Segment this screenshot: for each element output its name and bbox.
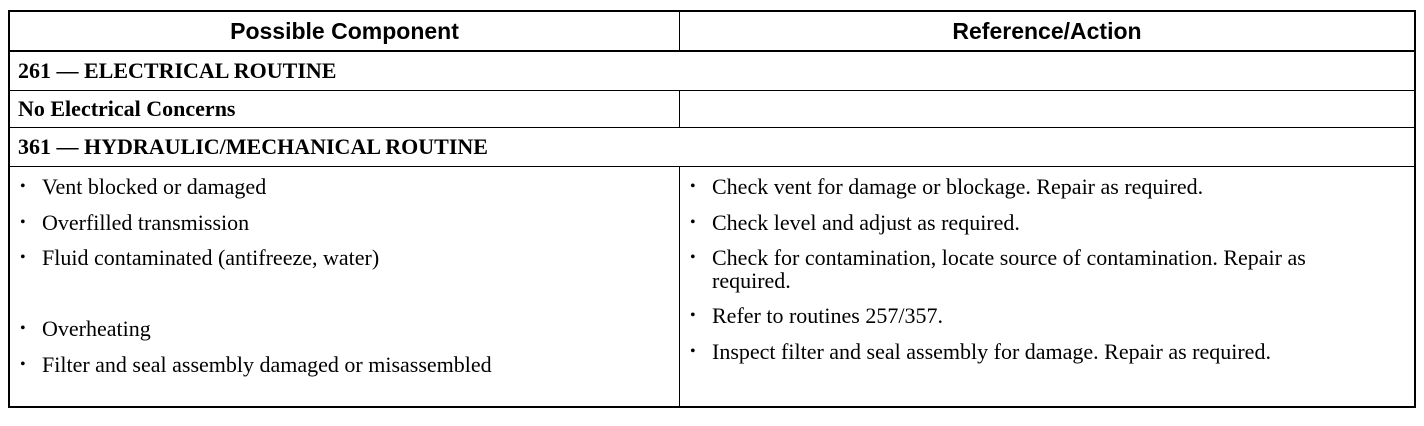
section-row-hydraulic: [10, 128, 1414, 167]
table-header-row: [10, 12, 1414, 52]
actions-cell: [680, 167, 1414, 406]
list-item: [690, 246, 1404, 292]
row-no-electrical-concerns: [10, 91, 1414, 128]
bullet: •: [20, 214, 26, 231]
bullet: •: [690, 249, 696, 266]
list-item: [690, 340, 1404, 363]
bullet: •: [20, 178, 26, 195]
section-title-hydraulic: 361 — HYDRAULIC/MECHANICAL ROUTINE: [18, 134, 488, 159]
bullet: •: [690, 307, 696, 324]
list-item: [20, 246, 669, 269]
hydraulic-items-row: [10, 167, 1414, 406]
bullet: •: [690, 178, 696, 195]
component-text: Filter and seal assembly damaged or misassembled: [42, 352, 492, 377]
component-text: Overfilled transmission: [42, 210, 250, 235]
list-item: [20, 175, 669, 198]
empty-action-cell: [680, 91, 1414, 127]
action-text: Check level and adjust as required.: [712, 210, 1020, 235]
list-item: [690, 304, 1404, 327]
action-text: Check vent for damage or blockage. Repair as required.: [712, 174, 1204, 199]
components-cell: [10, 167, 680, 406]
list-item: [690, 211, 1404, 234]
list-item: [20, 317, 669, 340]
header-possible-component: Possible Component: [10, 12, 680, 50]
action-text: Check for contamination, locate source of contamination. Repair as required.: [712, 245, 1306, 293]
component-text: Vent blocked or damaged: [42, 174, 267, 199]
header-reference-action: Reference/Action: [952, 17, 1142, 44]
action-text: Inspect filter and seal assembly for damage. Repair as required.: [712, 339, 1271, 364]
bullet: •: [20, 249, 26, 266]
bullet: •: [20, 356, 26, 373]
section-title-electrical: 261 — ELECTRICAL ROUTINE: [18, 58, 337, 83]
component-text: Overheating: [42, 316, 151, 341]
action-text: Refer to routines 257/357.: [712, 303, 943, 328]
component-text: Fluid contaminated (antifreeze, water): [42, 245, 380, 270]
no-electrical-concerns-label: No Electrical Concerns: [10, 91, 680, 127]
section-row-electrical: [10, 52, 1414, 91]
list-item: [690, 175, 1404, 198]
bullet: •: [20, 320, 26, 337]
diagnostic-table: [8, 10, 1416, 408]
list-item: [20, 211, 669, 234]
bullet: •: [690, 214, 696, 231]
list-item: [20, 353, 669, 376]
bullet: •: [690, 343, 696, 360]
